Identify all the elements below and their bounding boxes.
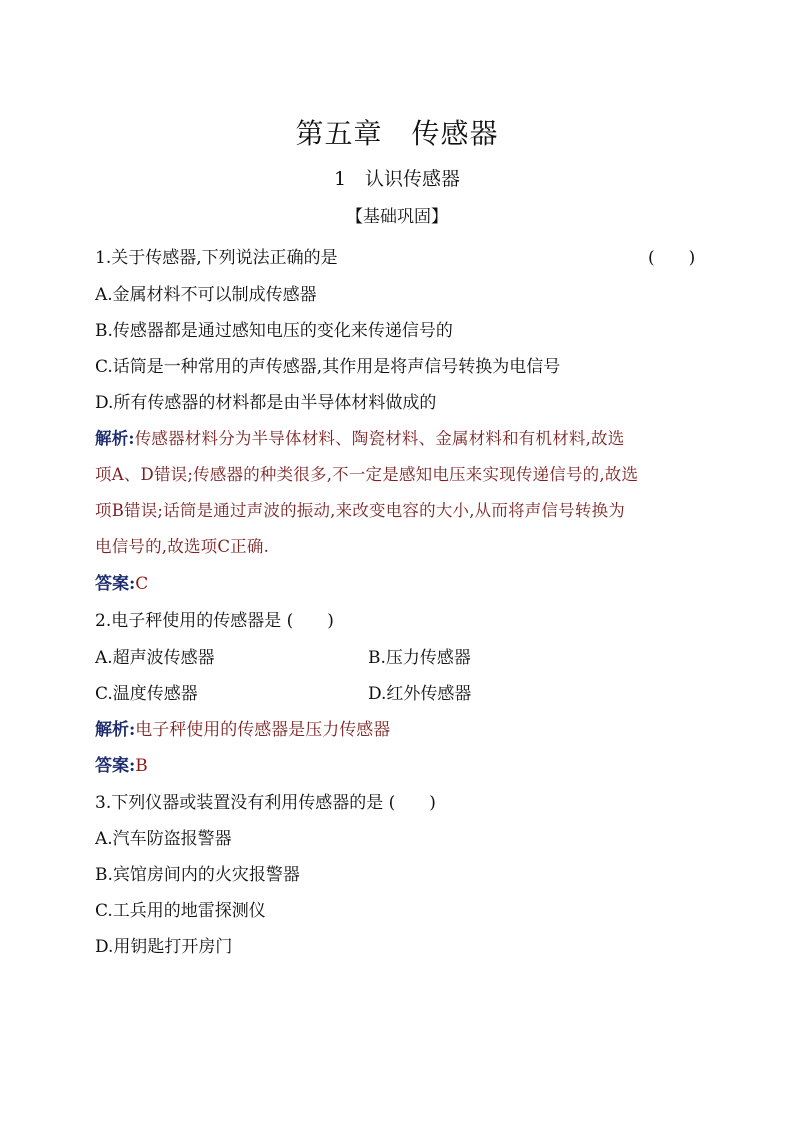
- q1-analysis-line-4: 电信号的,故选项C正确.: [95, 537, 270, 556]
- chapter-title: 第五章 传感器: [295, 117, 499, 150]
- q1-option-d: D.所有传感器的材料都是由半导体材料做成的: [95, 393, 437, 413]
- section-label: 【基础巩固】: [346, 207, 448, 227]
- q2-answer-label: 答案:: [95, 756, 136, 776]
- q1-analysis-line-3: 项B错误;话筒是通过声波的振动,来改变电容的大小,从而将声信号转换为: [95, 501, 625, 520]
- q3-option-d: D.用钥匙打开房门: [95, 937, 233, 957]
- q2-answer-line: [95, 751, 148, 776]
- q2-option-c: C.温度传感器: [95, 684, 198, 704]
- q1-answer-label: 答案:: [95, 574, 136, 594]
- q1-answer-paren: ( ): [648, 248, 696, 268]
- q3-stem: 3.下列仪器或装置没有利用传感器的是 ( ): [95, 793, 436, 813]
- q2-option-a: A.超声波传感器: [95, 648, 215, 668]
- q1-option-b: B.传感器都是通过感知电压的变化来传递信号的: [95, 321, 453, 341]
- q1-stem: 1.关于传感器,下列说法正确的是: [95, 248, 338, 268]
- q3-option-b: B.宾馆房间内的火灾报警器: [95, 865, 300, 885]
- q3-option-c: C.工兵用的地雷探测仪: [95, 901, 266, 921]
- q1-analysis-text-1: 传感器材料分为半导体材料、陶瓷材料、金属材料和有机材料,故选: [134, 429, 625, 448]
- lesson-title: 1 认识传感器: [333, 168, 461, 190]
- q2-option-d: D.红外传感器: [368, 684, 472, 704]
- q2-analysis-text: 电子秤使用的传感器是压力传感器: [135, 720, 391, 740]
- q2-analysis-line: [95, 715, 390, 740]
- q2-answer: B: [135, 756, 148, 776]
- q1-option-c: C.话筒是一种常用的声传感器,其作用是将声信号转换为电信号: [95, 357, 561, 377]
- q1-analysis-label: 解析:: [95, 429, 135, 448]
- q1-analysis-line-2: 项A、D错误;传感器的种类很多,不一定是感知电压来实现传递信号的,故选: [95, 465, 639, 484]
- q1-answer: C: [135, 574, 149, 594]
- q2-analysis-label: 解析:: [95, 720, 136, 740]
- q2-stem: 2.电子秤使用的传感器是 ( ): [95, 611, 334, 631]
- q3-option-a: A.汽车防盗报警器: [95, 829, 232, 849]
- q1-option-a: A.金属材料不可以制成传感器: [95, 285, 317, 305]
- q2-option-b: B.压力传感器: [368, 648, 471, 668]
- q1-analysis-line-1: [95, 425, 624, 449]
- q1-answer-line: [95, 569, 148, 594]
